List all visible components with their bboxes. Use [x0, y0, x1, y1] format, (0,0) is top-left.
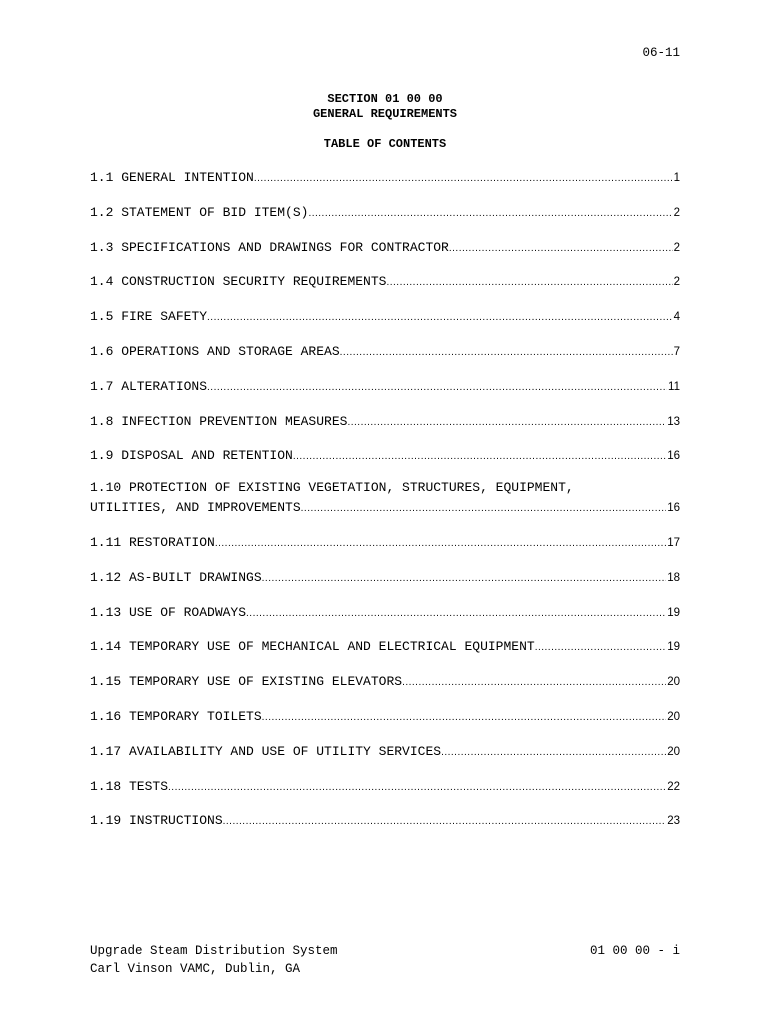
toc-entry-label: 1.9 DISPOSAL AND RETENTION: [90, 448, 293, 464]
toc-entry-1-14[interactable]: [90, 639, 680, 656]
toc-entry-1-17[interactable]: [90, 744, 680, 761]
toc-entry-label: 1.1 GENERAL INTENTION: [90, 170, 254, 185]
toc-entry-label: 1.14 TEMPORARY USE OF MECHANICAL AND ELECTRICAL EQUIPMENT: [90, 639, 535, 655]
document-date-code: 06-11: [642, 46, 680, 60]
toc-entry-page: 16: [667, 450, 680, 463]
toc-leader-dots: [308, 206, 672, 222]
toc-leader-dots: [207, 380, 667, 396]
toc-entry-1-3[interactable]: [90, 240, 680, 257]
footer-page-number: 01 00 00 - i: [589, 944, 680, 958]
toc-entry-1-2[interactable]: [90, 205, 680, 222]
toc-leader-dots: [441, 745, 666, 761]
table-of-contents: [90, 170, 680, 848]
toc-entry-label: 1.19 INSTRUCTIONS: [90, 813, 223, 829]
toc-entry-1-9[interactable]: [90, 448, 680, 465]
toc-entry-page: 20: [667, 676, 680, 689]
toc-leader-dots: [347, 415, 666, 431]
toc-leader-dots: [223, 814, 667, 830]
toc-leader-dots: [168, 780, 666, 796]
toc-leader-dots: [262, 710, 667, 726]
toc-entry-page: 17: [667, 536, 680, 549]
toc-leader-dots: [246, 606, 666, 622]
toc-entry-page: 11: [668, 380, 680, 393]
toc-entry-page: 18: [667, 571, 680, 584]
toc-entry-page: 16: [667, 502, 680, 515]
toc-entry-label: 1.15 TEMPORARY USE OF EXISTING ELEVATORS: [90, 674, 403, 690]
toc-entry-label: 1.13 USE OF ROADWAYS: [90, 604, 247, 620]
toc-entry-label: 1.17 AVAILABILITY AND USE OF UTILITY SERVICES: [90, 743, 442, 759]
toc-entry-1-18[interactable]: [90, 779, 680, 796]
toc-entry-label: 1.4 CONSTRUCTION SECURITY REQUIREMENTS: [90, 274, 387, 290]
toc-entry-label: 1.6 OPERATIONS AND STORAGE AREAS: [90, 343, 340, 359]
toc-entry-page: 2: [673, 206, 680, 219]
toc-leader-dots: [207, 310, 673, 326]
toc-entry-page: 19: [667, 641, 680, 654]
toc-leader-dots: [402, 675, 666, 691]
section-subtitle: GENERAL REQUIREMENTS: [312, 107, 458, 121]
toc-entry-1-19[interactable]: [90, 813, 680, 830]
toc-entry-1-10[interactable]: [90, 480, 680, 517]
toc-entry-page: 22: [667, 780, 680, 793]
toc-entry-page: 20: [667, 745, 680, 758]
toc-entry-1-1[interactable]: [90, 170, 680, 187]
toc-leader-dots: [215, 536, 666, 552]
toc-entry-label: 1.2 STATEMENT OF BID ITEM(S): [90, 204, 309, 220]
toc-entry-label-line1: 1.10 PROTECTION OF EXISTING VEGETATION, STRUCTURES, EQUIPMENT,: [90, 480, 574, 496]
toc-entry-page: 4: [673, 311, 680, 324]
toc-heading: TABLE OF CONTENTS: [323, 137, 447, 151]
toc-entry-label: 1.18 TESTS: [90, 778, 169, 794]
toc-entry-1-6[interactable]: [90, 344, 680, 361]
toc-entry-label: UTILITIES, AND IMPROVEMENTS: [90, 500, 301, 516]
toc-leader-dots: [386, 275, 672, 291]
toc-entry-label: 1.12 AS-BUILT DRAWINGS: [90, 569, 262, 585]
toc-entry-1-7[interactable]: [90, 379, 680, 396]
toc-entry-1-8[interactable]: [90, 414, 680, 431]
toc-entry-1-5[interactable]: [90, 309, 680, 326]
page-footer: [90, 942, 680, 978]
toc-leader-dots: [262, 571, 667, 587]
toc-entry-label: 1.8 INFECTION PREVENTION MEASURES: [90, 413, 348, 429]
toc-entry-page: 23: [667, 815, 680, 828]
section-title: SECTION 01 00 00: [327, 92, 443, 106]
toc-entry-page: 2: [673, 276, 680, 289]
toc-leader-dots: [340, 345, 673, 361]
toc-entry-label: 1.7 ALTERATIONS: [90, 378, 208, 394]
toc-entry-1-12[interactable]: [90, 570, 680, 587]
toc-leader-dots: [535, 640, 667, 656]
toc-entry-page: 2: [673, 241, 680, 254]
toc-leader-dots: [293, 449, 666, 465]
toc-entry-page: 7: [673, 345, 680, 358]
toc-entry-1-16[interactable]: [90, 709, 680, 726]
section-heading: [0, 92, 770, 122]
toc-entry-label: 1.11 RESTORATION: [90, 534, 215, 550]
footer-location: Carl Vinson VAMC, Dublin, GA: [90, 962, 301, 976]
toc-leader-dots: [301, 501, 667, 517]
toc-leader-dots: [449, 241, 673, 257]
toc-entry-1-15[interactable]: [90, 674, 680, 691]
toc-entry-1-4[interactable]: [90, 274, 680, 291]
toc-entry-page: 19: [667, 606, 680, 619]
toc-entry-label: 1.5 FIRE SAFETY: [90, 309, 208, 325]
toc-entry-1-11[interactable]: [90, 535, 680, 552]
toc-leader-dots: [254, 171, 673, 187]
toc-entry-page: 20: [667, 710, 680, 723]
toc-entry-1-13[interactable]: [90, 605, 680, 622]
toc-entry-page: 1: [673, 172, 680, 184]
toc-entry-label: 1.3 SPECIFICATIONS AND DRAWINGS FOR CONTRACTOR: [90, 239, 449, 255]
toc-entry-label: 1.16 TEMPORARY TOILETS: [90, 708, 262, 724]
toc-entry-page: 13: [667, 415, 680, 428]
footer-project-name: Upgrade Steam Distribution System: [90, 944, 338, 958]
